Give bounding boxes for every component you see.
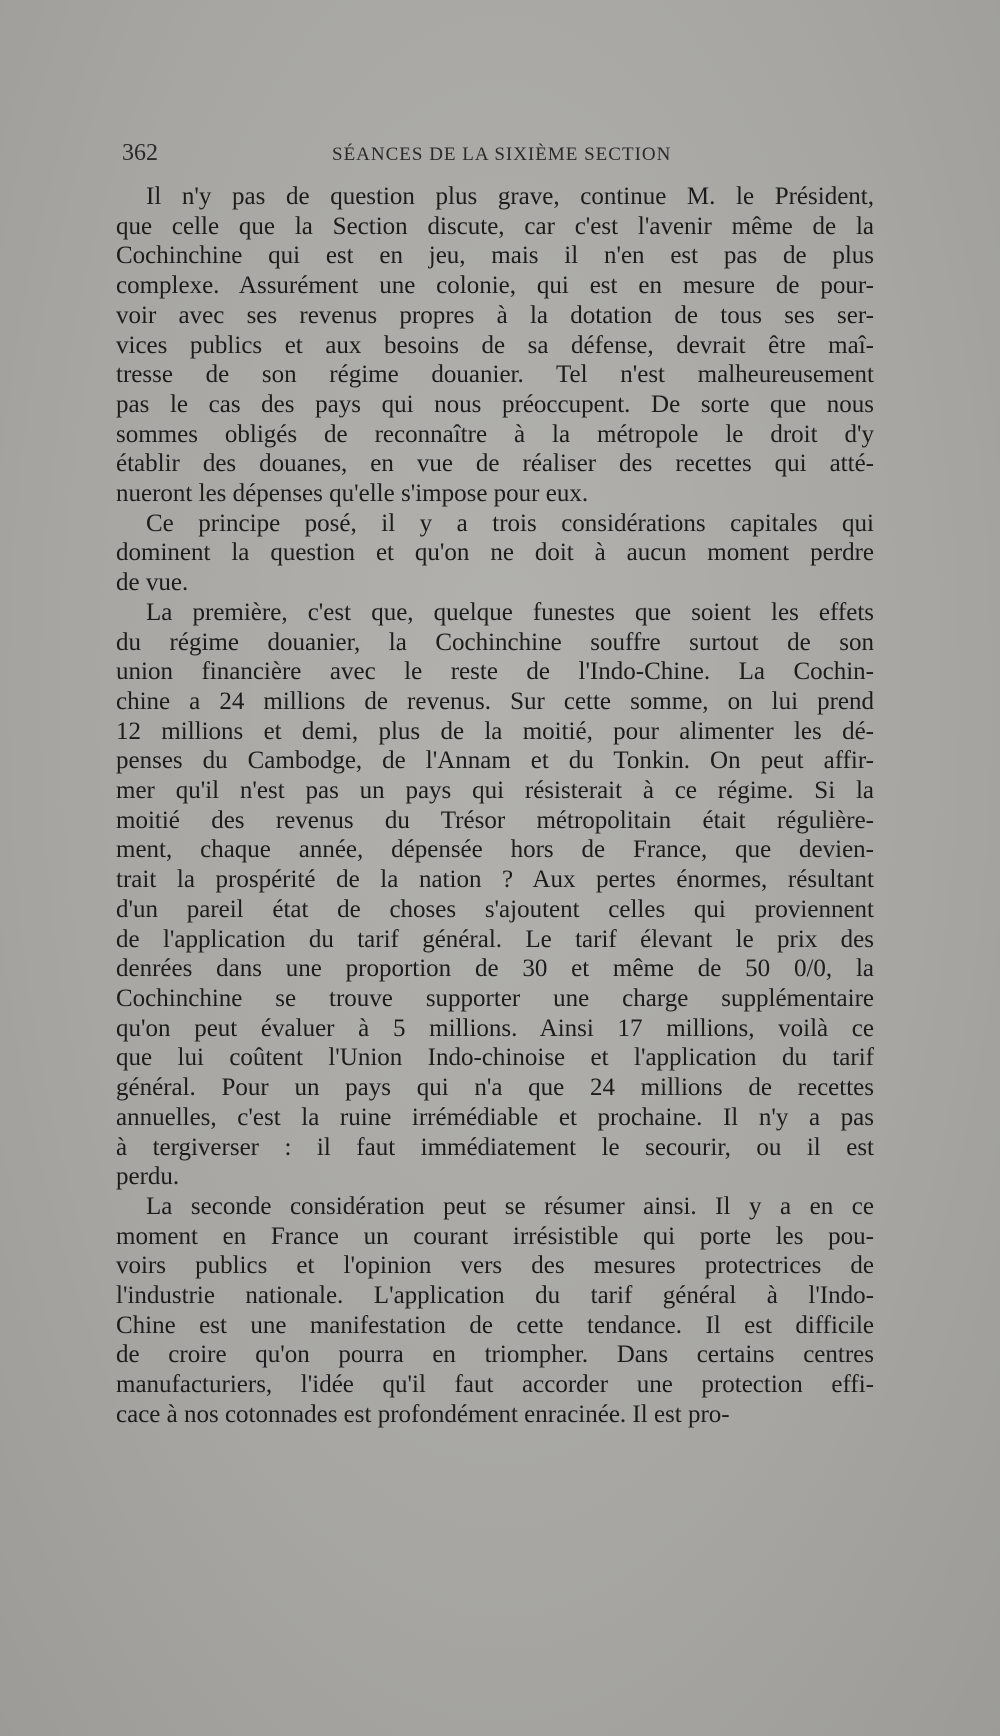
text-line: que lui coûtent l'Union Indo-chinoise et l'application du tarif [116, 1044, 874, 1072]
running-head: SÉANCES DE LA SIXIÈME SECTION [332, 144, 672, 165]
text-line: complexe. Assurément une colonie, qui est en mesure de pour- [116, 272, 874, 300]
text-line: sommes obligés de reconnaître à la métropole le droit d'y [116, 420, 874, 448]
text-line: ment, chaque année, dépensée hors de France, que devien- [116, 836, 874, 864]
text-line: manufacturiers, l'idée qu'il faut accorder une protection effi- [116, 1371, 874, 1399]
text-line: à tergiverser : il faut immédiatement le secourir, ou il est [116, 1133, 874, 1161]
text-line: établir des douanes, en vue de réaliser des recettes qui atté- [116, 450, 874, 478]
text-line: de l'application du tarif général. Le tarif élevant le prix des [116, 925, 874, 953]
text-line: moment en France un courant irrésistible qui porte les pou- [116, 1222, 874, 1250]
text-line: Chine est une manifestation de cette tendance. Il est difficile [116, 1311, 874, 1339]
page-number: 362 [122, 140, 158, 166]
text-line: nueront les dépenses qu'elle s'impose pour eux. [116, 480, 589, 508]
text-line: tresse de son régime douanier. Tel n'est malheureusement [116, 361, 874, 389]
text-line: penses du Cambodge, de l'Annam et du Tonkin. On peut affir- [116, 747, 874, 775]
body-text [116, 182, 874, 1430]
paragraph [116, 509, 874, 598]
text-line: l'industrie nationale. L'application du tarif général à l'Indo- [116, 1282, 874, 1310]
text-line: du régime douanier, la Cochinchine souffre surtout de son [116, 628, 874, 656]
text-line: cace à nos cotonnades est profondément enracinée. Il est pro- [116, 1400, 730, 1428]
text-line: d'un pareil état de choses s'ajoutent celles qui proviennent [116, 895, 874, 923]
text-line: La seconde considération peut se résumer ainsi. Il y a en ce [146, 1192, 874, 1220]
text-line: La première, c'est que, quelque funestes que soient les effets [146, 598, 874, 626]
text-line: Ce principe posé, il y a trois considérations capitales qui [146, 509, 874, 537]
text-line: 12 millions et demi, plus de la moitié, pour alimenter les dé- [116, 717, 874, 745]
text-line: qu'on peut évaluer à 5 millions. Ainsi 17 millions, voilà ce [116, 1014, 874, 1042]
text-line: mer qu'il n'est pas un pays qui résisterait à ce régime. Si la [116, 777, 874, 805]
paragraph [116, 182, 874, 509]
paragraph [116, 1192, 874, 1430]
text-line: voir avec ses revenus propres à la dotation de tous ses ser- [116, 301, 874, 329]
text-line: denrées dans une proportion de 30 et même de 50 0/0, la [116, 955, 874, 983]
text-line: vices publics et aux besoins de sa défense, devrait être maî- [116, 331, 874, 359]
text-line: trait la prospérité de la nation ? Aux pertes énormes, résultant [116, 866, 874, 894]
text-line: Il n'y pas de question plus grave, continue M. le Président, [146, 183, 874, 210]
text-line: de croire qu'on pourra en triompher. Dans certains centres [116, 1341, 874, 1369]
text-line: général. Pour un pays qui n'a que 24 millions de recettes [116, 1074, 874, 1102]
text-line: dominent la question et qu'on ne doit à aucun moment perdre [116, 539, 874, 567]
text-line: de vue. [116, 569, 189, 597]
text-line: pas le cas des pays qui nous préoccupent. De sorte que nous [116, 390, 874, 418]
text-line: Cochinchine se trouve supporter une charge supplémentaire [116, 984, 874, 1012]
paragraph [116, 598, 874, 1192]
text-line: union financière avec le reste de l'Indo-Chine. La Cochin- [116, 658, 874, 686]
text-line: que celle que la Section discute, car c'est l'avenir même de la [116, 212, 874, 240]
text-line: chine a 24 millions de revenus. Sur cette somme, on lui prend [116, 687, 874, 715]
page-header [122, 140, 882, 174]
text-line: perdu. [116, 1163, 180, 1191]
text-line: voirs publics et l'opinion vers des mesures protectrices de [116, 1252, 874, 1280]
text-line: annuelles, c'est la ruine irrémédiable et prochaine. Il n'y a pas [116, 1103, 874, 1131]
text-line: Cochinchine qui est en jeu, mais il n'en est pas de plus [116, 242, 874, 270]
text-line: moitié des revenus du Trésor métropolitain était régulière- [116, 806, 874, 834]
